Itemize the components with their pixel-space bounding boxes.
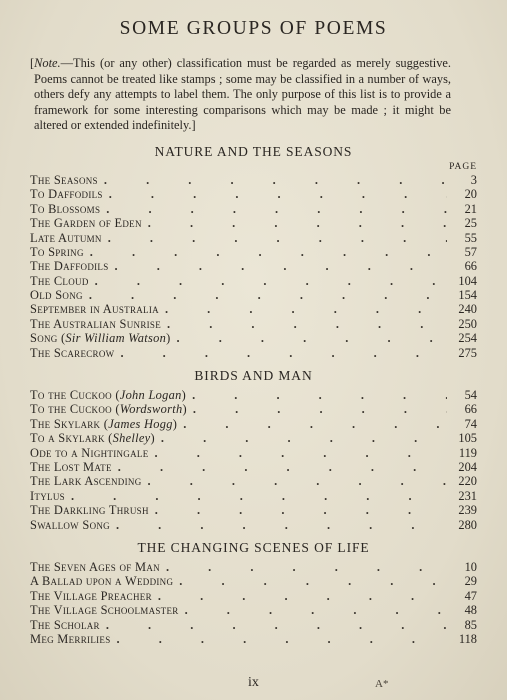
dot-leader [117,632,447,646]
page-ref: 154 [458,288,477,303]
page-ref: 3 [470,172,477,187]
toc-entry [30,317,477,331]
note-label: Note. [34,56,61,70]
page-ref: 55 [464,230,477,245]
section-nature [30,144,477,360]
dot-leader [165,302,447,316]
poem-title: To the Cuckoo (John Logan) [30,388,187,403]
poem-title [30,603,179,617]
note-text: —This (or any other) classification must be regarded as merely suggestive. Poems cannot be treated like stamps ; some may be classified in a number of ways, others defy any attempts to label them. The only purpose of this list is to provide a framework for some interesting comparisons which may be made ; it might be altered or extended indefinitely.] [34,56,451,133]
page-ref: 21 [464,201,477,216]
dot-leader [185,603,447,617]
poem-title-text: To Blossoms [30,201,101,216]
toc-entry [30,274,477,288]
poem-title-text: The Scholar [30,617,100,632]
poem-title-text: Song [30,331,58,346]
dot-leader [148,216,447,230]
note-bracket: [ [30,56,35,70]
dot-leader [104,173,447,187]
page-ref: 119 [458,445,477,460]
toc-entry [30,603,477,617]
poem-title-text: Itylus [30,488,65,503]
dot-leader [193,402,447,416]
page-ref: 25 [464,216,477,231]
section-title: THE CHANGING SCENES OF LIFE [137,539,370,555]
dot-leader [192,388,447,402]
page-ref: 57 [464,244,477,259]
poem-title [30,173,98,187]
poem-title [30,503,149,517]
poem-title-text: Meg Merrilies [30,631,111,646]
page-ref: 239 [458,503,477,518]
poem-title [30,632,111,646]
section-birds [30,368,477,532]
poem-title [30,317,161,331]
toc-entry [30,460,477,474]
contents-list [30,388,477,532]
toc-entry [30,417,477,431]
poem-title [30,589,152,603]
poem-title-text: A Ballad upon a Wedding [30,574,174,589]
page-ref: 10 [464,559,477,574]
page-ref: 220 [458,474,477,489]
page-ref: 118 [458,631,477,646]
poem-title [30,474,142,488]
toc-entry [30,288,477,302]
poem-title [30,187,103,201]
toc-entry [30,446,477,460]
page-ref: 231 [458,488,477,503]
toc-entry [30,216,477,230]
poem-title-text: The Village Preacher [30,588,152,603]
poem-title-text: The Seasons [30,172,98,187]
poem-title-text: September in Australia [30,302,159,317]
poem-title-text: The Cloud [30,273,89,288]
page-ref: 204 [458,460,477,474]
section-title: BIRDS AND MAN [194,368,313,384]
toc-entry [30,231,477,245]
toc-entry [30,202,477,216]
dot-leader [183,417,447,431]
contents-list [30,173,477,360]
poem-title [30,618,100,632]
toc-entry [30,346,477,360]
poem-title [30,231,102,245]
section-changing-scenes [30,540,477,646]
poem-title-text: The Lost Mate [30,460,112,474]
poem-title [30,259,109,273]
poem-title-text: To Daffodils [30,187,103,202]
poem-title: To a Skylark (Shelley) [30,431,155,446]
dot-leader [115,259,447,273]
page-ref: 47 [464,588,477,603]
toc-entry [30,302,477,316]
poem-author: Wordsworth [119,402,183,417]
poem-title [30,518,110,532]
page-ref: 66 [464,259,477,274]
poem-author: James Hogg [108,416,173,431]
poem-title: Song (Sir William Watson) [30,331,171,346]
toc-entry [30,589,477,603]
poem-title-text: The Australian Sunrise [30,316,162,331]
dot-leader [90,245,447,259]
poem-title [30,446,149,460]
poem-title: The Skylark (James Hogg) [30,416,178,431]
poem-title [30,560,160,574]
dot-leader [120,346,447,360]
poem-title [30,274,89,288]
dot-leader [158,589,447,603]
page-ref: 275 [458,345,477,360]
toc-entry [30,173,477,187]
poem-title [30,489,65,503]
poem-title-text: The Village Schoolmaster [30,603,179,618]
dot-leader [71,489,447,503]
toc-entry [30,574,477,588]
poem-title [30,216,142,230]
page-title: SOME GROUPS OF POEMS [119,18,388,39]
poem-title-text: Late Autumn [30,230,102,245]
poem-title [30,460,112,474]
page-ref: 105 [458,431,477,446]
poem-title-text: To a Skylark [30,431,105,446]
toc-entry [30,245,477,259]
signature-mark: A* [375,678,389,690]
poem-author: Shelley [112,431,151,446]
page-ref: 85 [464,617,477,632]
dot-leader [148,474,448,488]
toc-entry [30,560,477,574]
poem-title-text: The Skylark [30,416,101,431]
dot-leader [89,288,447,302]
page-number: ix [248,675,259,690]
poem-title: To the Cuckoo (Wordsworth) [30,402,187,417]
toc-entry [30,388,477,402]
dot-leader [166,560,447,574]
dot-leader [95,274,447,288]
poem-title-text: The Scarecrow [30,345,115,360]
poem-title [30,302,159,316]
poem-title-text: Swallow Song [30,517,110,532]
toc-entry [30,187,477,201]
poem-title [30,245,84,259]
toc-entry [30,259,477,273]
toc-entry [30,489,477,503]
page-ref: 74 [464,416,477,431]
poem-title-text: The Lark Ascending [30,474,142,489]
page-column-heading: PAGE [449,161,477,172]
page-ref: 29 [464,574,477,589]
dot-leader [106,618,447,632]
poem-title [30,202,100,216]
toc-entry [30,331,477,345]
poem-title [30,346,114,360]
dot-leader [108,231,447,245]
poem-title-text: The Darkling Thrush [30,503,149,518]
dot-leader [179,574,447,588]
toc-entry [30,474,477,488]
poem-title-text: Old Song [30,288,83,303]
toc-entry [30,632,477,646]
poem-title-text: Ode to a Nightingale [30,445,149,460]
toc-entry [30,618,477,632]
poem-author: Sir William Watson [65,331,167,346]
poem-title-text: To the Cuckoo [30,402,112,417]
dot-leader [109,187,447,201]
poem-title-text: To Spring [30,244,84,259]
dot-leader [106,202,447,216]
page-ref: 250 [458,316,477,331]
poem-title [30,288,83,302]
page-ref: 48 [464,603,477,618]
dot-leader [155,446,447,460]
dot-leader [155,503,447,517]
page-ref: 254 [458,331,477,346]
toc-entry [30,431,477,445]
dot-leader [118,460,447,474]
poem-title-text: The Garden of Eden [30,216,142,231]
page-ref: 66 [464,402,477,417]
page-ref: 54 [464,388,477,403]
page-ref: 280 [458,517,477,532]
page-ref: 20 [464,187,477,202]
toc-entry [30,402,477,416]
dot-leader [161,431,447,445]
contents-list [30,560,477,646]
toc-entry [30,518,477,532]
page-ref: 104 [458,273,477,288]
dot-leader [177,331,448,345]
poem-title [30,574,173,588]
poem-title-text: The Daffodils [30,259,109,274]
poem-title-text: The Seven Ages of Man [30,559,160,574]
toc-entry [30,503,477,517]
dot-leader [167,317,447,331]
editorial-note [30,56,477,134]
poem-title-text: To the Cuckoo [30,388,112,403]
poem-author: John Logan [119,388,182,403]
page-ref: 240 [458,302,477,317]
section-title: NATURE AND THE SEASONS [154,143,353,159]
dot-leader [116,518,447,532]
